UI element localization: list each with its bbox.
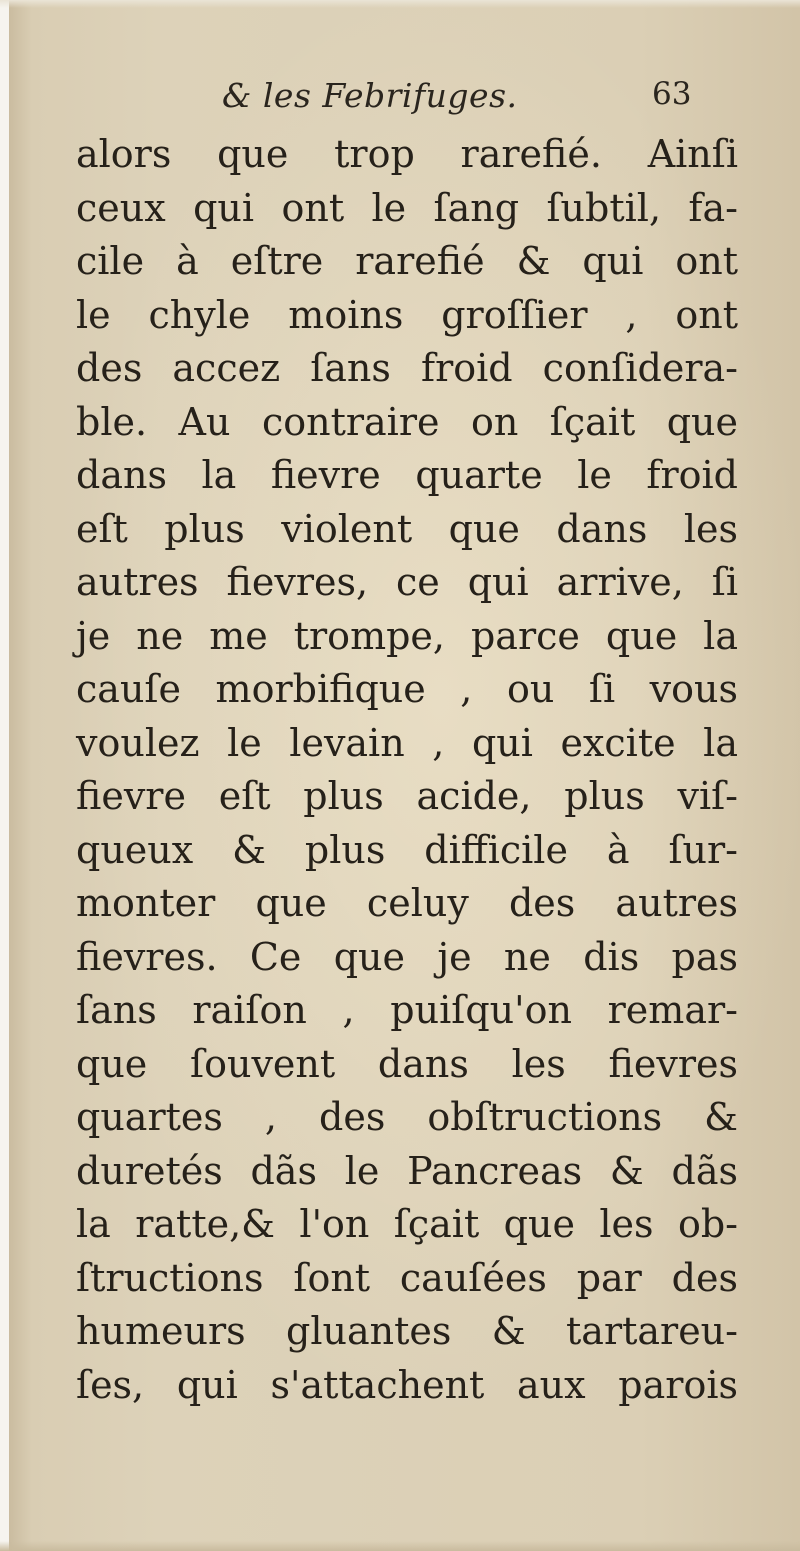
text-line: quartes , des obſtructions & <box>76 1095 738 1139</box>
text-line: ſtructions ſont cauſées par des <box>76 1255 738 1300</box>
text-line: ceux qui ont le ſang ſubtil, fa- <box>76 185 738 230</box>
page-top-edge <box>0 0 800 8</box>
text-line: humeurs gluantes & tartareu- <box>76 1309 738 1353</box>
page-number: 63 <box>652 76 692 112</box>
text-line: fievres. Ce que je ne dis pas <box>76 934 738 979</box>
text-line: cauſe morbifique , ou ſi vous <box>76 667 738 711</box>
text-line: ble. Au contraire on ſçait que <box>76 399 738 444</box>
text-line: dans la fievre quarte le froid <box>76 453 738 497</box>
text-line: le chyle moins groſſier , ont <box>76 292 738 337</box>
text-line: des accez ſans froid conſidera- <box>76 346 738 390</box>
text-line: que ſouvent dans les fievres <box>76 1041 738 1086</box>
page-bottom-edge <box>0 1541 800 1551</box>
text-line: cile à eſtre rarefié & qui ont <box>76 239 738 283</box>
page-left-margin <box>0 0 9 1551</box>
text-line: fievre eſt plus acide, plus viſ- <box>76 774 738 818</box>
text-line: queux & plus difficile à ſur- <box>76 827 738 872</box>
text-line: ſans raiſon , puiſqu'on remar- <box>76 988 738 1032</box>
text-line: monter que celuy des autres <box>76 881 738 925</box>
text-line: ſes, qui s'attachent aux parois <box>76 1362 738 1407</box>
text-line: autres fievres, ce qui arrive, ſi <box>76 560 738 604</box>
running-title: & les Febrifuges. <box>222 76 518 115</box>
text-line: je ne me trompe, parce que la <box>76 613 738 658</box>
body-text <box>76 128 738 1412</box>
text-line: voulez le levain , qui excite la <box>76 720 738 765</box>
text-line: eſt plus violent que dans les <box>76 506 738 551</box>
text-line: la ratte,& l'on ſçait que les ob- <box>76 1202 738 1246</box>
text-line: duretés dãs le Pancreas & dãs <box>76 1148 738 1193</box>
text-line: alors que trop rarefié. Ainſi <box>76 132 738 176</box>
page-header <box>0 76 800 120</box>
